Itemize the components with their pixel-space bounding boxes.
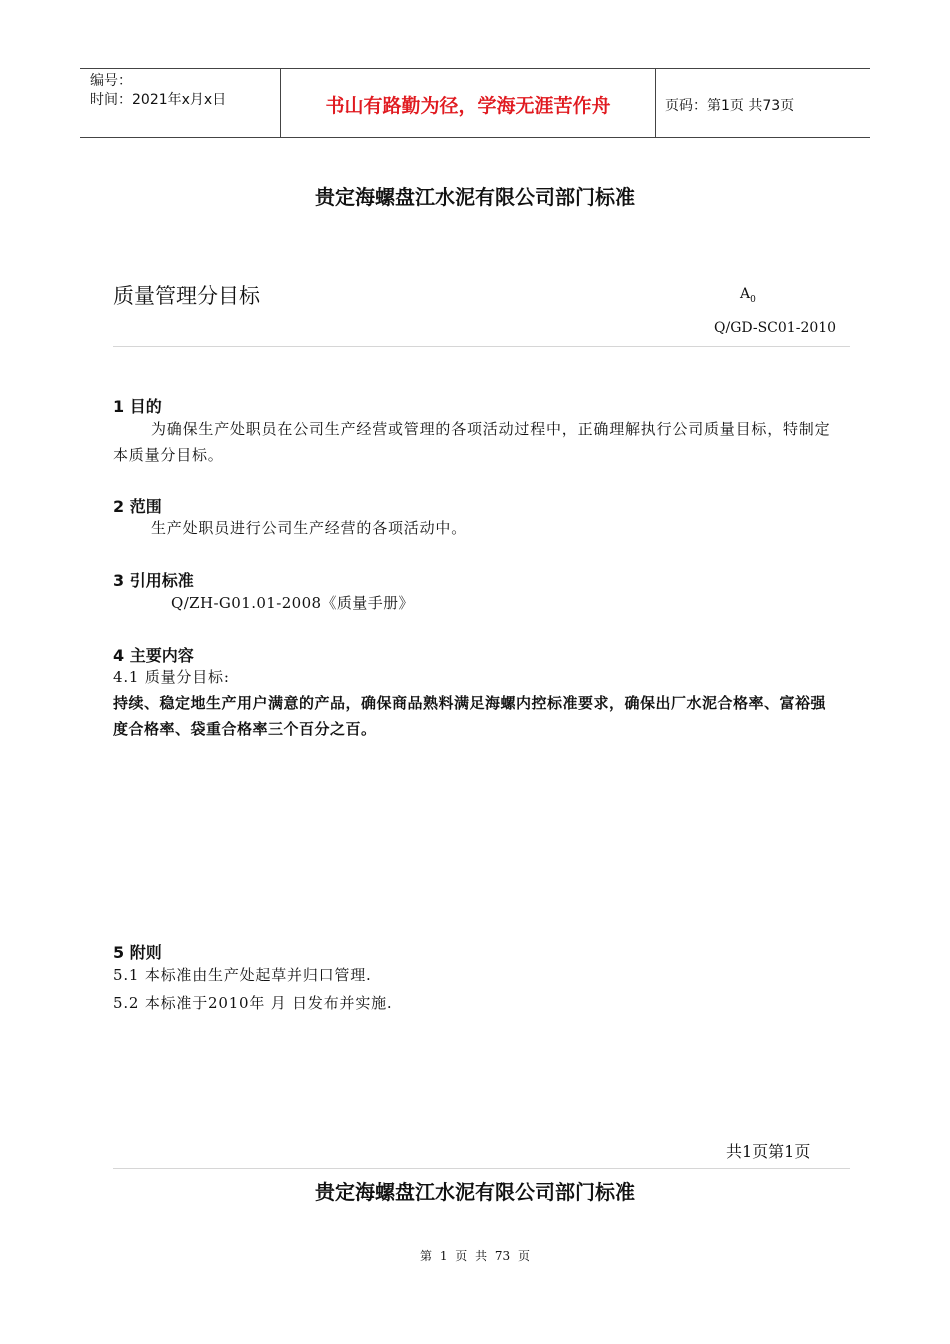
section-4-heading: 4 主要内容 [113, 646, 194, 665]
section-3-text: Q/ZH-G01.01-2008《质量手册》 [171, 594, 414, 612]
footer-company-title: 贵定海螺盘江水泥有限公司部门标准 [315, 1180, 635, 1204]
company-title: 贵定海螺盘江水泥有限公司部门标准 [315, 185, 635, 209]
motto: 书山有路勤为径，学海无涯苦作舟 [325, 95, 611, 117]
section-1-heading: 1 目的 [113, 397, 162, 416]
header-info-cell [80, 69, 280, 137]
header-table [80, 68, 870, 138]
version-letter: A [740, 286, 751, 302]
footer-divider [113, 1168, 850, 1169]
section-4-subheading: 4.1 质量分目标: [113, 668, 230, 686]
section-3-heading: 3 引用标准 [113, 571, 194, 590]
document-name: 质量管理分目标 [113, 284, 260, 308]
version-sub: 0 [750, 294, 756, 305]
page-count: 共1页第1页 [726, 1142, 811, 1161]
header-page-cell [655, 69, 870, 137]
section-5-item-1: 5.1 本标准由生产处起草并归口管理. [113, 966, 372, 984]
section-2-heading: 2 范围 [113, 497, 162, 516]
page-info: 页码：第1页 共73页 [665, 98, 795, 114]
page-number: 第 1 页 共 73 页 [420, 1249, 530, 1263]
version [740, 286, 756, 305]
time-label: 时间：2021年x月x日 [90, 92, 227, 108]
document-code: Q/GD-SC01-2010 [714, 320, 837, 336]
section-2-text: 生产处职员进行公司生产经营的各项活动中。 [151, 519, 468, 537]
header-motto-cell [280, 69, 656, 137]
quality-goal-text: 持续、稳定地生产用户满意的产品，确保商品熟料满足海螺内控标准要求，确保出厂水泥合格率、富裕强度合格率、袋重合格率三个百分之百。 [113, 694, 827, 738]
section-1-text: 为确保生产处职员在公司生产经营或管理的各项活动过程中，正确理解执行公司质量目标，特制定本质量分目标。 [113, 420, 831, 464]
title-divider [113, 346, 850, 347]
number-label: 编号： [90, 73, 132, 89]
section-5-heading: 5 附则 [113, 943, 162, 962]
section-5-item-2: 5.2 本标准于2010年 月 日发布并实施. [113, 994, 393, 1012]
